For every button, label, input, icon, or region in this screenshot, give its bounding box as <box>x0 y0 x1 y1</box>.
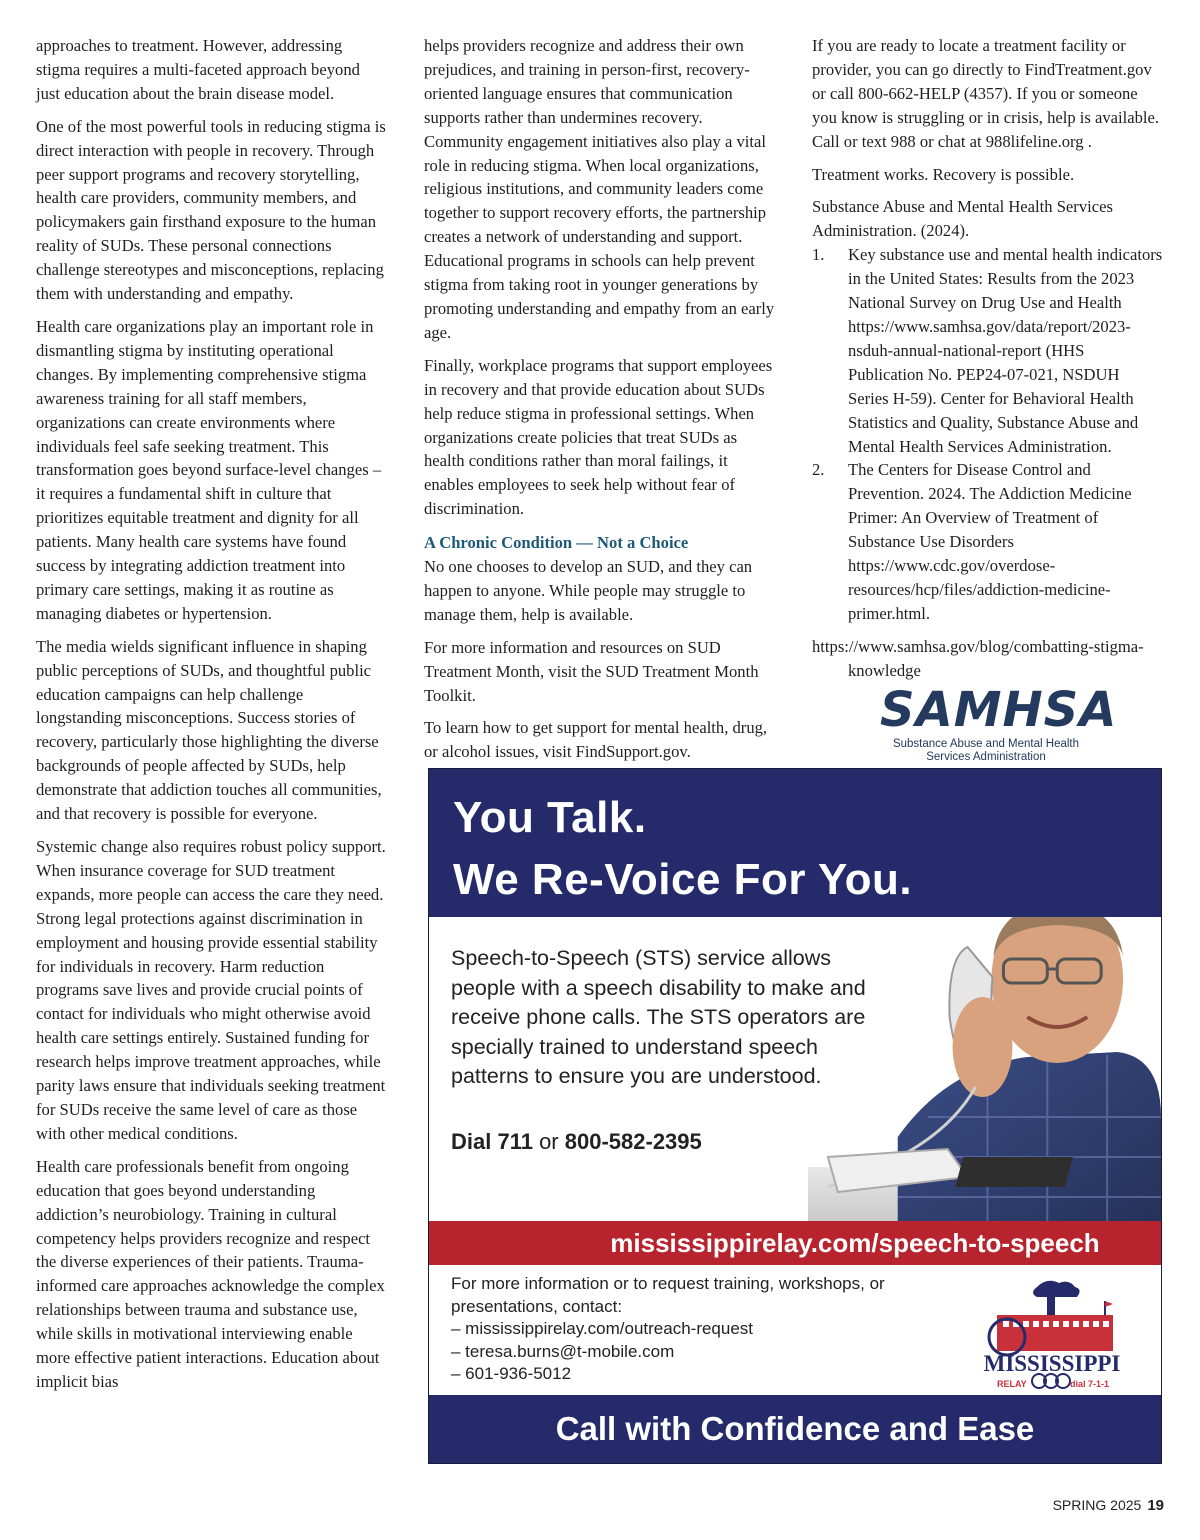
ad-footer-band <box>429 1395 1161 1463</box>
paragraph: To learn how to get support for mental health, drug, or alcohol issues, visit FindSupport.gov. <box>424 718 768 762</box>
ad-dial-line <box>451 1129 702 1155</box>
reference-item <box>812 243 1164 458</box>
samhsa-logo-word: SAMHSA <box>880 682 1118 738</box>
mississippi-relay-logo-word: MISSISSIPPI <box>983 1351 1121 1376</box>
reference-number: 1. <box>812 245 825 265</box>
mississippi-relay-advertisement <box>428 768 1162 1464</box>
issue-season: SPRING 2025 <box>1052 1497 1142 1513</box>
ad-dial-711: Dial 711 <box>451 1129 533 1154</box>
ad-headline-line: We Re-Voice For You. <box>453 855 913 904</box>
paragraph: One of the most powerful tools in reducing stigma is direct interaction with people in recovery. Through peer support programs and recovery storytelling, health care providers, community members, and policymakers gain firsthand exposure to the human reality of SUDs. These personal connections challenge stereotypes and misconceptions, replacing them with understanding and empathy. <box>36 116 386 304</box>
mississippi-relay-logo-relay: RELAY <box>997 1379 1027 1389</box>
ad-contact-intro: For more information or to request training, workshops, or presentations, contact: <box>451 1274 885 1316</box>
mississippi-relay-logo <box>977 1277 1127 1393</box>
ad-body-text: Speech-to-Speech (STS) service allows people with a speech disability to make and receive phone calls. The STS operators are specially trained to understand speech patterns to ensure you are understood. <box>451 946 866 1088</box>
samhsa-logo <box>880 682 1118 763</box>
paragraph: Systemic change also requires robust policy support. When insurance coverage for SUD treatment expands, more people can access the care they need. Strong legal protections against discrimination in employment and housing provide essential stability for individuals in recovery. Harm reduction programs save lives and provide crucial points of contact for individuals who might otherwise avoid health care settings entirely. Sustained funding for research helps improve treatment approaches, while parity laws ensure that individuals seeking treatment for SUDs receive the same level of care as those with other medical conditions. <box>36 837 386 1143</box>
ad-dial-phone[interactable]: 800-582-2395 <box>564 1129 702 1154</box>
ad-dial-or: or <box>532 1129 565 1154</box>
article-column-1 <box>36 34 388 1403</box>
references-intro: Substance Abuse and Mental Health Services Administration. (2024). <box>812 197 1113 241</box>
ad-contact-email[interactable]: – teresa.burns@t-mobile.com <box>451 1341 675 1361</box>
samhsa-logo-subtitle: Substance Abuse and Mental Health <box>892 738 1080 750</box>
samhsa-logo-subtitle: Services Administration <box>926 751 1046 763</box>
mississippi-relay-logo-dial: dial 7-1-1 <box>1069 1379 1109 1389</box>
page-number: 19 <box>1147 1497 1164 1514</box>
paragraph: No one chooses to develop an SUD, and they can happen to anyone. While people may struggle to manage them, help is available. <box>424 557 753 624</box>
paragraph: helps providers recognize and address their own prejudices, and training in person-first, recovery-oriented language ensures that communication supports rather than undermines recovery. Community engagement initiatives also play a vital role in reducing stigma. When local organizations, religious institutions, and community leaders come together to support recovery efforts, the partnership creates a network of understanding and support. Educational programs in schools can help prevent stigma from taking root in younger generations by promoting understanding and empathy from an early age. <box>424 36 775 342</box>
ad-url-link[interactable]: mississippirelay.com/speech-to-speech <box>610 1228 1100 1258</box>
reference-number: 2. <box>812 460 825 480</box>
paragraph: Treatment works. Recovery is possible. <box>812 164 1075 184</box>
reference-text: Key substance use and mental health indicators in the United States: Results from the 2023 National Survey on Drug Use and Health https://www.samhsa.gov/data/report/2023-nsduh-annual-national-report (HHS Publication No. PEP24-07-021, NSDUH Series H-59). Center for Behavioral Health Statistics and Quality, Substance Abuse and Mental Health Services Administration. <box>848 245 1163 456</box>
article-column-2 <box>424 34 776 773</box>
ad-tagline: Call with Confidence and Ease <box>555 1410 1035 1447</box>
ad-headline-line: You Talk. <box>453 793 647 842</box>
paragraph: approaches to treatment. However, addressing stigma requires a multi-faceted approach beyond just education about the brain disease model. <box>36 36 360 103</box>
page-footer <box>1053 1497 1164 1514</box>
ad-headline <box>453 787 912 911</box>
paragraph: Health care professionals benefit from ongoing education that goes beyond understanding addiction’s neurobiology. Training in cultural competency helps providers recognize and respect the diverse experiences of their patients. Trauma-informed care approaches acknowledge the complex relationships between trauma and substance use, while skills in motivational interviewing enable more effective patient interactions. Education about implicit bias <box>36 1156 385 1391</box>
references-list <box>812 243 1164 626</box>
reference-item <box>812 458 1164 625</box>
article-column-3 <box>812 34 1164 692</box>
paragraph: The media wields significant influence in shaping public perceptions of SUDs, and thoughtful public education campaigns can help challenge longstanding misconceptions. Success stories of recovery, particularly those highlighting the diverse backgrounds of people affected by SUDs, help demonstrate that addiction touches all communities, and that recovery is possible for everyone. <box>36 636 382 824</box>
ad-contact-phone[interactable]: – 601-936-5012 <box>451 1364 572 1383</box>
paragraph: If you are ready to locate a treatment facility or provider, you can go directly to FindTreatment.gov or call 800-662-HELP (4357). If you or someone you know is struggling or in crisis, help is available. Call or text 988 or chat at 988lifeline.org . <box>812 36 1160 151</box>
paragraph: Health care organizations play an important role in dismantling stigma by instituting operational changes. By implementing comprehensive stigma awareness training for all staff members, organizations can create environments where individuals feel safe seeking treatment. This transformation goes beyond surface-level changes – it requires a fundamental shift in culture that prioritizes equitable treatment and dignity for all patients. Many health care systems have found success by integrating addiction treatment into primary care settings, making it as routine as managing diabetes or hypertension. <box>36 316 382 623</box>
ad-url-bar <box>429 1221 1161 1265</box>
ad-contact-link[interactable]: – mississippirelay.com/outreach-request <box>451 1319 754 1338</box>
ad-contact-info <box>451 1273 931 1386</box>
paragraph: Finally, workplace programs that support employees in recovery and that provide education about SUDs help reduce stigma in professional settings. When organizations create policies that treat SUDs as health conditions rather than moral failings, it enables employees to seek help without fear of discrimination. <box>424 355 773 519</box>
section-heading: A Chronic Condition — Not a Choice <box>424 533 689 553</box>
paragraph: For more information and resources on SUD Treatment Month, visit the SUD Treatment Month Toolkit. <box>424 637 759 705</box>
source-link[interactable]: https://www.samhsa.gov/blog/combatting-stigma-knowledge <box>812 636 1144 680</box>
reference-text: The Centers for Disease Control and Prevention. 2024. The Addiction Medicine Primer: An Overview of Treatment of Substance Use Disorders https://www.cdc.gov/overdose-resources/hcp/files/addiction-medicine-primer.html. <box>848 460 1132 623</box>
